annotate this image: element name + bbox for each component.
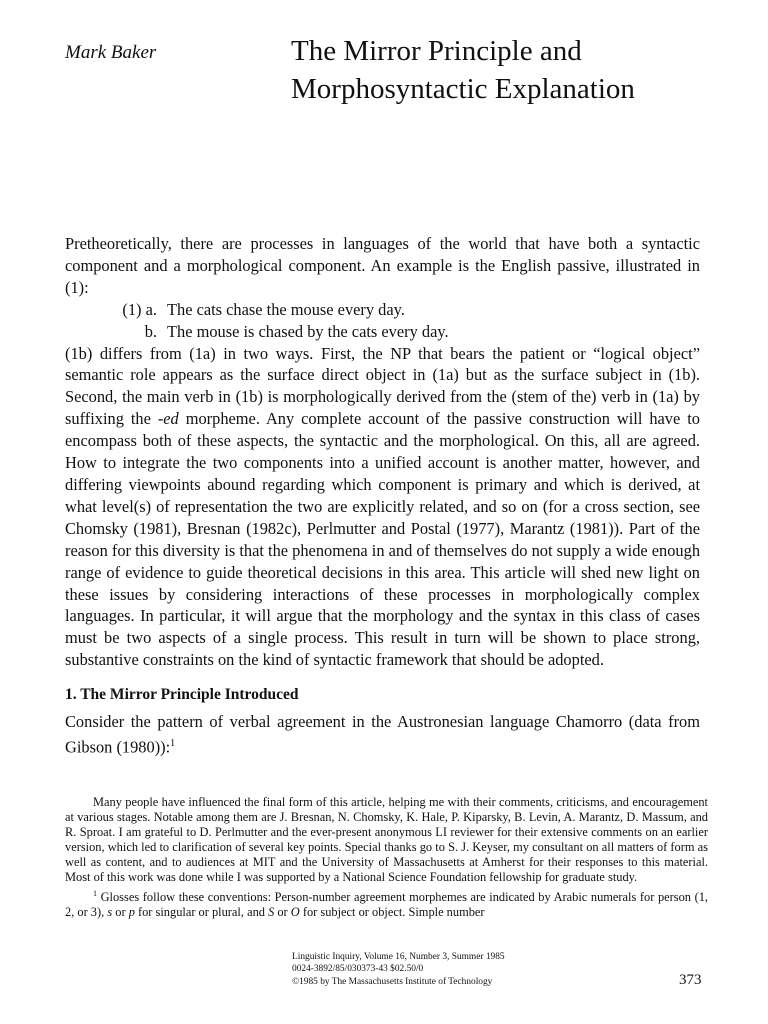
- main-paragraph-part-2: morpheme. Any complete account of the passive construction will have to encompass both of these aspects, the syntactic and the morphological. On this, all are agreed. How to integrate the two components into a unified account is another matter, however, and differing viewpoints abound regarding which component is primary and which is derived, at what level(s) of representation the two are explicitly related, and so on (for a cross section, see Chomsky (1981), Bresnan (1982c), Perlmutter and Postal (1977), Marantz (1981)). Part of the reason for this diversity is that the phenomena in and of themselves do not supply a wide enough range of evidence to guide theoretical decisions in this area. This article will shed new light on these issues by considering interactions of these processes in morphologically complex languages. In particular, it will argue that the morphology and the syntax in this class of cases must be two aspects of a single process. This result in turn will be shown to place strong, substantive constraints on the kind of syntactic framework that should be adopted.: [65, 409, 701, 670]
- fn1-text-a: Glosses follow these conventions: Person-number agreement morphemes are indicated by Arabic numerals for person (1, 2, or 3),: [65, 889, 708, 919]
- example-label: b.: [144, 321, 157, 341]
- fn1-O: O: [290, 904, 300, 919]
- article-title: [291, 32, 731, 108]
- example-text: The cats chase the mouse every day.: [167, 299, 405, 319]
- copyright-line: ©1985 by The Massachusetts Institute of Technology: [292, 976, 493, 987]
- journal-footer: [292, 951, 505, 988]
- ed-morpheme: -ed: [157, 409, 179, 429]
- fn1-text-c: for singular or plural, and: [134, 904, 269, 919]
- example-1: [65, 299, 700, 343]
- footnote-ref[interactable]: 1: [170, 737, 176, 749]
- title-line-1: The Mirror Principle and: [291, 35, 582, 67]
- footnotes: [65, 795, 708, 920]
- example-label: (1) a.: [122, 299, 157, 319]
- section-text: Consider the pattern of verbal agreement in the Austronesian language Chamorro (data from Gibson (1980)):: [65, 712, 700, 757]
- fn1-text-b: or: [112, 904, 129, 919]
- page-number: 373: [679, 972, 702, 988]
- acknowledgment-footnote: Many people have influenced the final form of this article, helping me with their comments, criticisms, and encouragement at various stages. Notable among them are J. Bresnan, N. Chomsky, K. Hale, P. Kiparsky, B. Levin, A. Marantz, D. Massum, and R. Sproat. I am grateful to D. Perlmutter and the ever-present anonymous LI reviewer for their extensive comments on an earlier version, which led to clarification of several key points. Special thanks go to S. J. Keyser, my consultant on all matters of form as well as content, and to audiences at MIT and the University of Massachusetts at Amherst for their responses to this material. Most of this work was done while I was supported by a National Science Foundation fellowship for graduate study.: [65, 795, 708, 885]
- issn-line: 0024-3892/85/030373-43 $02.50/0: [292, 964, 424, 975]
- footnote-1-mark: 1: [93, 888, 97, 898]
- fn1-S: S: [268, 904, 275, 919]
- footnote-1: [65, 886, 708, 920]
- intro-paragraph: Pretheoretically, there are processes in languages of the world that have both a syntactic component and a morphological component. An example is the English passive, illustrated in (1):: [65, 234, 700, 297]
- fn1-text-e: for subject or object. Simple number: [299, 904, 485, 919]
- example-1a: [97, 299, 700, 321]
- author-name: Mark Baker: [65, 42, 157, 63]
- journal-citation: Linguistic Inquiry, Volume 16, Number 3, Summer 1985: [292, 952, 505, 962]
- main-paragraph-part-1: (1b) differs from (1a) in two ways. First, the NP that bears the patient or “logical object” semantic role appears as the surface direct object in (1a) but as the surface subject in (1b). Second, the main verb in (1b) is morphologically derived from the (stem of the) verb in (1a) by suffixing the: [65, 343, 700, 429]
- main-paragraph: [65, 343, 700, 672]
- fn1-p: p: [128, 904, 135, 919]
- fn1-s: s: [107, 904, 113, 919]
- section-paragraph: [65, 711, 700, 758]
- article-body: [65, 233, 700, 758]
- example-1b: [97, 321, 700, 343]
- title-line-2: Morphosyntactic Explanation: [291, 73, 635, 105]
- example-text: The mouse is chased by the cats every day.: [167, 321, 449, 341]
- fn1-text-d: or: [274, 904, 291, 919]
- section-heading: 1. The Mirror Principle Introduced: [65, 686, 299, 704]
